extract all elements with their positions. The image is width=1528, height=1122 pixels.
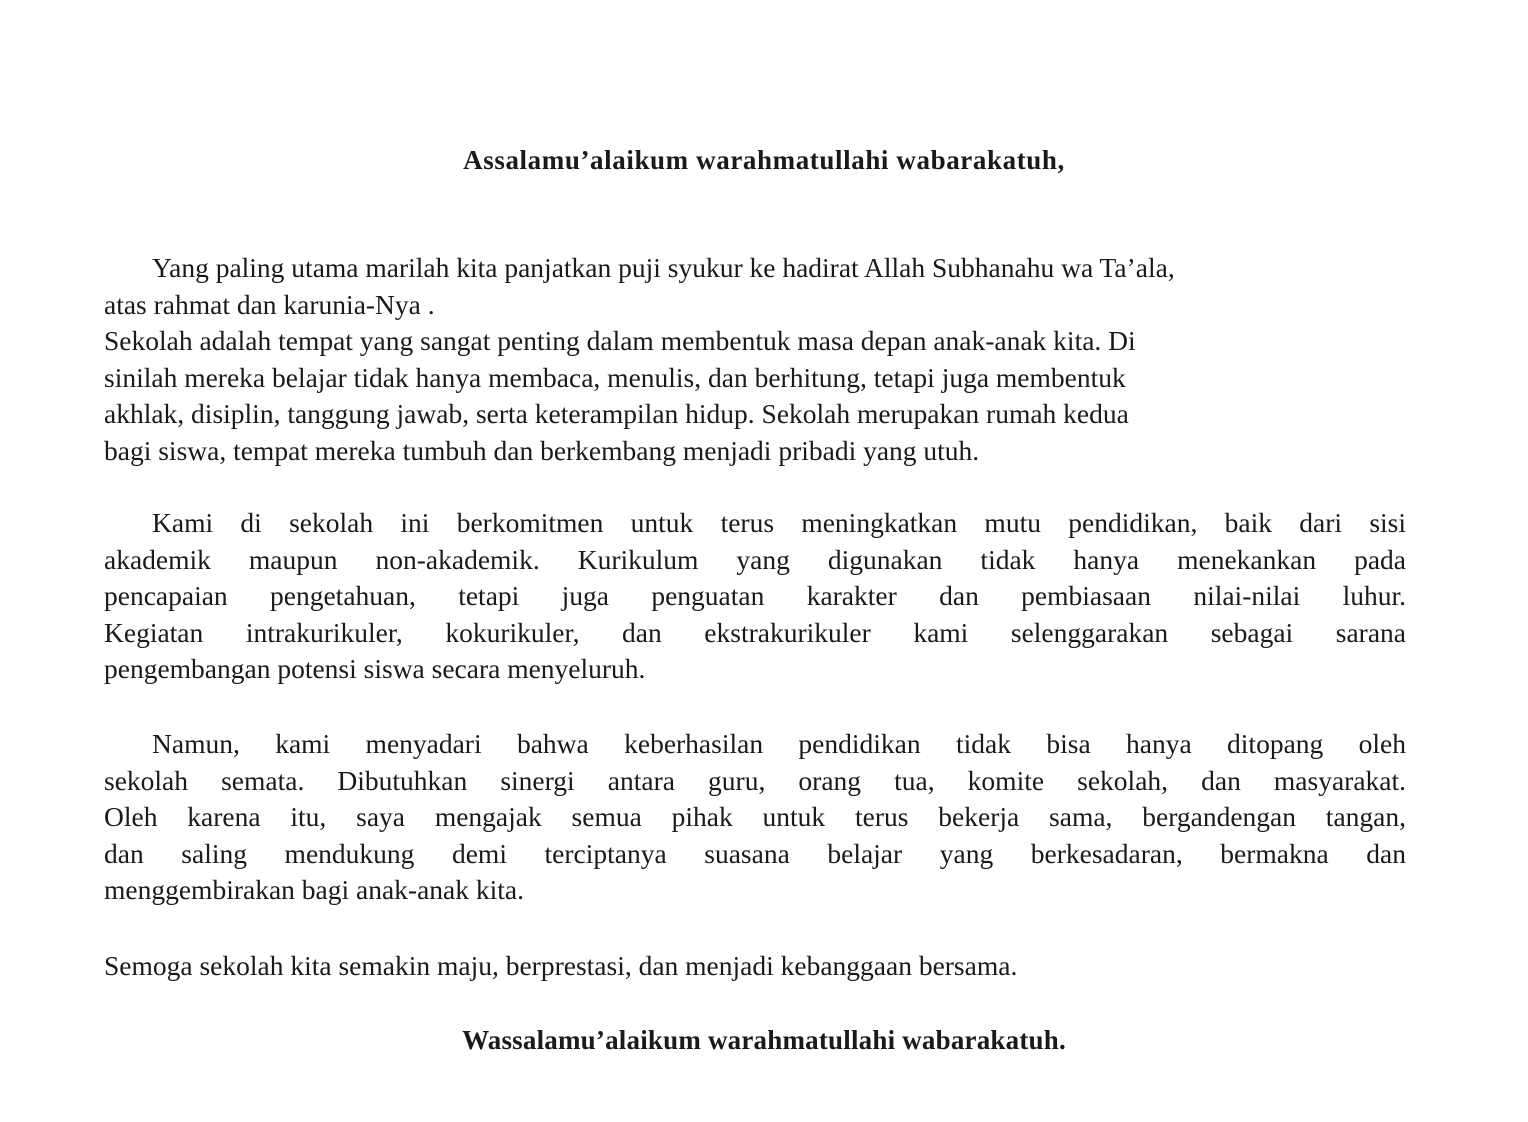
paragraph-line: Yang paling utama marilah kita panjatkan puji syukur ke hadirat Allah Subhanahu wa Ta’ala, [152, 252, 1175, 283]
paragraph-line: sekolah semata. Dibutuhkan sinergi antara guru, orang tua, komite sekolah, dan masyarakat. [104, 764, 1406, 796]
paragraph-line: bagi siswa, tempat mereka tumbuh dan berkembang menjadi pribadi yang utuh. [104, 434, 980, 466]
paragraph-line: Namun, kami menyadari bahwa keberhasilan pendidikan tidak bisa hanya ditopang oleh [152, 728, 1406, 759]
closing-greeting: Wassalamu’alaikum warahmatullahi wabarakatuh. [462, 1025, 1066, 1055]
paragraph-collaboration [104, 726, 1406, 909]
paragraph-line: menggembirakan bagi anak-anak kita. [104, 874, 524, 906]
paragraph-gratitude [104, 250, 1406, 470]
paragraph-line: Kami di sekolah ini berkomitmen untuk terus meningkatkan mutu pendidikan, baik dari sisi [152, 507, 1406, 538]
paragraph-line: Kegiatan intrakurikuler, kokurikuler, dan ekstrakurikuler kami selenggarakan sebagai sarana [104, 616, 1406, 648]
paragraph-line: atas rahmat dan karunia-Nya . [104, 288, 435, 320]
opening-greeting: Assalamu’alaikum warahmatullahi wabarakatuh, [463, 145, 1065, 175]
paragraph-line: pencapaian pengetahuan, tetapi juga penguatan karakter dan pembiasaan nilai-nilai luhur. [104, 580, 1406, 612]
paragraph-line: Semoga sekolah kita semakin maju, berprestasi, dan menjadi kebanggaan bersama. [104, 950, 1018, 981]
paragraph-commitment [104, 505, 1406, 688]
paragraph-line: Sekolah adalah tempat yang sangat penting dalam membentuk masa depan anak-anak kita. Di [104, 325, 1136, 357]
paragraph-line: dan saling mendukung demi terciptanya suasana belajar yang berkesadaran, bermakna dan [104, 837, 1406, 869]
paragraph-line: pengembangan potensi siswa secara menyeluruh. [104, 653, 646, 685]
paragraph-line: Oleh karena itu, saya mengajak semua pihak untuk terus bekerja sama, bergandengan tangan, [104, 801, 1406, 833]
paragraph-line: akademik maupun non-akademik. Kurikulum yang digunakan tidak hanya menekankan pada [104, 543, 1406, 575]
paragraph-line: sinilah mereka belajar tidak hanya membaca, menulis, dan berhitung, tetapi juga membentuk [104, 361, 1126, 393]
paragraph-line: akhlak, disiplin, tanggung jawab, serta keterampilan hidup. Sekolah merupakan rumah kedua [104, 398, 1129, 430]
paragraph-hope [104, 948, 1406, 985]
